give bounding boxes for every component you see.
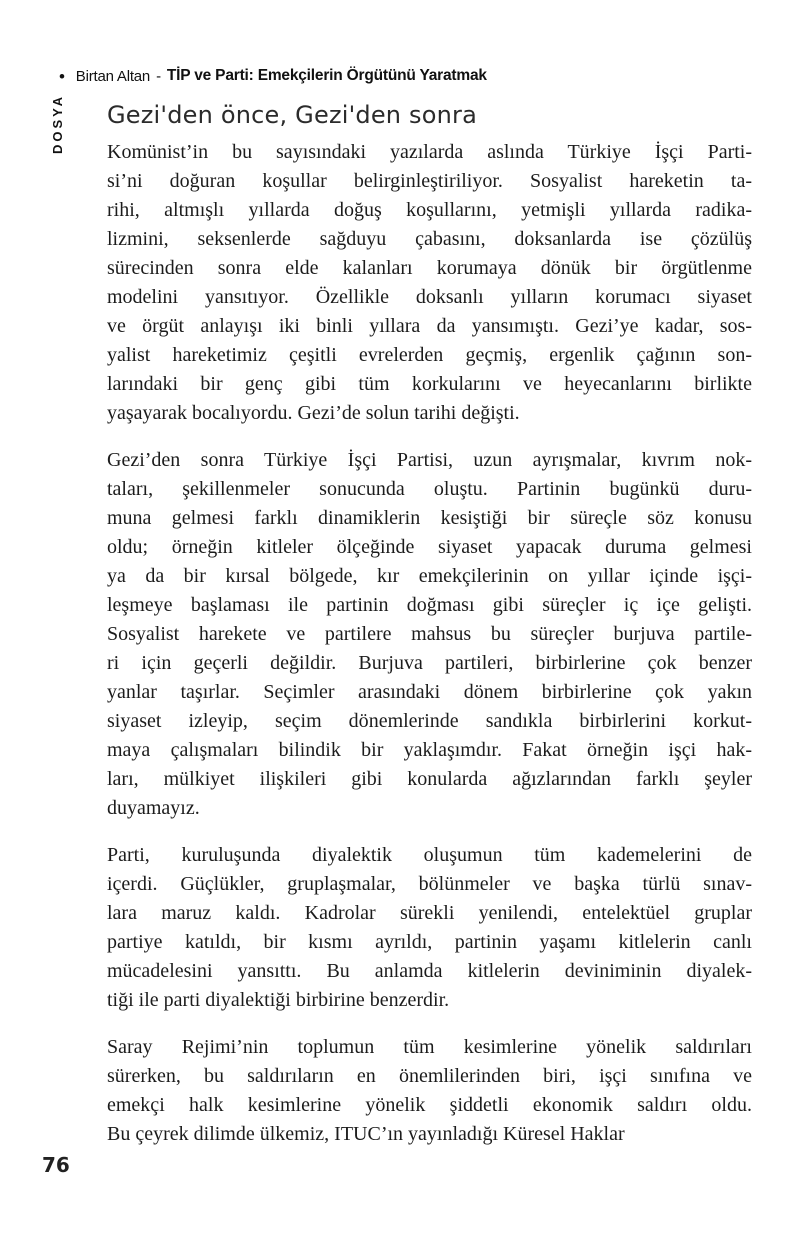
text-line: ri için geçerli değildir. Burjuva partileri, birbirlerine çok benzer bbox=[107, 652, 752, 674]
text-line: maya çalışmaları bilindik bir yaklaşımdır. Fakat örneğin işçi hak- bbox=[107, 739, 752, 761]
text-line: partiye katıldı, bir kısmı ayrıldı, partinin yaşamı kitlelerin canlı bbox=[107, 931, 752, 953]
text-line: yaşayarak bocalıyordu. Gezi’de solun tarihi değişti. bbox=[107, 402, 520, 424]
article-heading: Gezi'den önce, Gezi'den sonra bbox=[107, 101, 478, 129]
text-line: muna gelmesi farklı dinamiklerin kesiştiği bir süreçle söz konusu bbox=[107, 507, 752, 529]
running-header bbox=[59, 67, 487, 85]
text-line: içerdi. Güçlükler, gruplaşmalar, bölünmeler ve başka türlü sınav- bbox=[107, 873, 752, 895]
text-line: mücadelesini yansıttı. Bu anlamda kitlelerin deviniminin diyalek- bbox=[107, 960, 752, 982]
bullet-icon: • bbox=[59, 66, 65, 86]
paragraph bbox=[107, 138, 752, 428]
text-line: Parti, kuruluşunda diyalektik oluşumun tüm kademelerini de bbox=[107, 844, 752, 866]
text-line: sürecinden sonra elde kalanları korumaya dönük bir örgütlenme bbox=[107, 257, 752, 279]
text-line: emekçi halk kesimlerine yönelik şiddetli ekonomik saldırı oldu. bbox=[107, 1094, 752, 1116]
text-line: Bu çeyrek dilimde ülkemiz, ITUC’ın yayınladığı Küresel Haklar bbox=[107, 1123, 625, 1145]
text-line: yanlar taşırlar. Seçimler arasındaki dönem birbirlerine çok yakın bbox=[107, 681, 752, 703]
text-line: modelini yansıtıyor. Özellikle doksanlı yılların korumacı siyaset bbox=[107, 286, 752, 308]
header-article-title: TİP ve Parti: Emekçilerin Örgütünü Yaratmak bbox=[166, 67, 487, 84]
text-line: Saray Rejimi’nin toplumun tüm kesimlerine yönelik saldırıları bbox=[107, 1036, 752, 1058]
text-line: yalist hareketimiz çeşitli evrelerden geçmiş, ergenlik çağının son- bbox=[107, 344, 752, 366]
text-line: sürerken, bu saldırıların en önemlilerinden biri, işçi sınıfına ve bbox=[107, 1065, 752, 1087]
text-line: duyamayız. bbox=[107, 797, 200, 819]
text-line: Komünist’in bu sayısındaki yazılarda aslında Türkiye İşçi Parti- bbox=[107, 141, 752, 163]
paragraph bbox=[107, 1033, 752, 1149]
text-line: siyaset izleyip, seçim dönemlerinde sandıkla birbirlerini korkut- bbox=[107, 710, 752, 732]
text-line: Gezi’den sonra Türkiye İşçi Partisi, uzun ayrışmalar, kıvrım nok- bbox=[107, 449, 752, 471]
text-line: ları, mülkiyet ilişkileri gibi konularda ağızlarından farklı şeyler bbox=[107, 768, 752, 790]
body-paragraphs bbox=[107, 138, 752, 1149]
paragraph bbox=[107, 841, 752, 1015]
header-author: Birtan Altan bbox=[75, 67, 151, 85]
text-line: tiği ile parti diyalektiği birbirine benzerdir. bbox=[107, 989, 450, 1011]
page-number: 76 bbox=[42, 1153, 70, 1177]
text-line: ya da bir kırsal bölgede, kır emekçilerinin on yıllar içinde işçi- bbox=[107, 565, 752, 587]
main-column bbox=[107, 100, 752, 1149]
text-line: ve örgüt anlayışı iki binli yıllara da yansımıştı. Gezi’ye kadar, sos- bbox=[107, 315, 752, 337]
text-line: Sosyalist harekete ve partilere mahsus bu süreçler burjuva partile- bbox=[107, 623, 752, 645]
text-line: si’ni doğuran koşullar belirginleştiriliyor. Sosyalist hareketin ta- bbox=[107, 170, 752, 192]
text-line: larındaki bir genç gibi tüm korkularını ve heyecanlarını birlikte bbox=[107, 373, 752, 395]
text-line: leşmeye başlaması ile partinin doğması gibi süreçler iç içe gelişti. bbox=[107, 594, 752, 616]
paragraph bbox=[107, 446, 752, 823]
text-line: rihi, altmışlı yıllarda doğuş koşullarını, yetmişli yıllarda radika- bbox=[107, 199, 752, 221]
text-line: oldu; örneğin kitleler ölçeğinde siyaset yapacak duruma gelmesi bbox=[107, 536, 752, 558]
text-line: taları, şekillenmeler sonucunda oluştu. Partinin bugünkü duru- bbox=[107, 478, 752, 500]
text-line: lara maruz kaldı. Kadrolar sürekli yenilendi, entelektüel gruplar bbox=[107, 902, 752, 924]
section-label-dosya: DOSYA bbox=[50, 93, 65, 154]
header-separator: - bbox=[156, 67, 161, 85]
text-line: lizmini, seksenlerde sağduyu çabasını, doksanlarda ise çözülüş bbox=[107, 228, 752, 250]
